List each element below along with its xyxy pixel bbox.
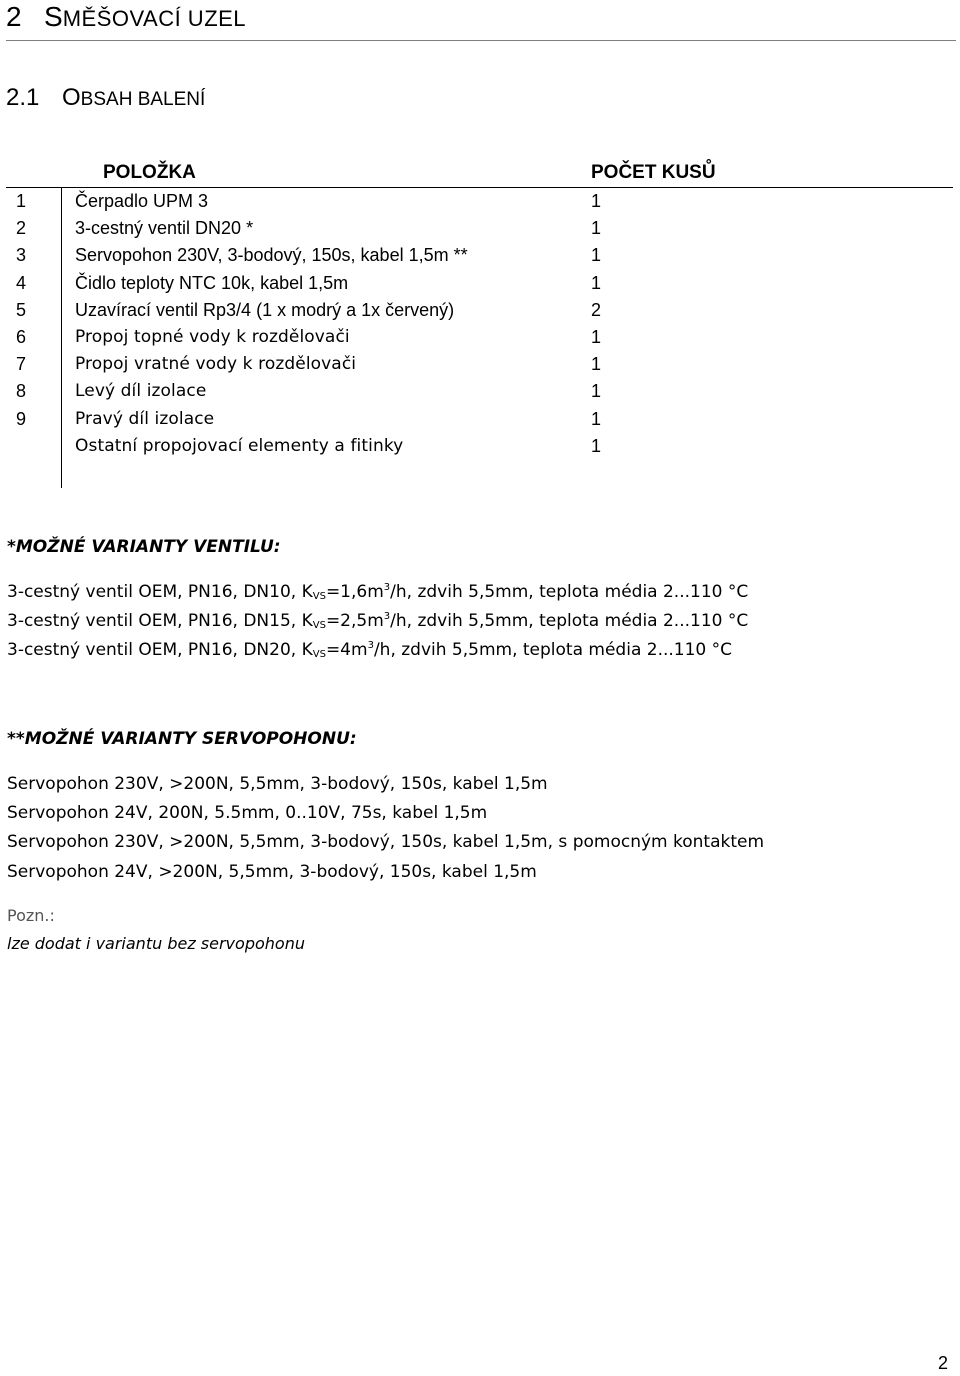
actuator-variant-line: Servopohon 24V, >200N, 5,5mm, 3-bodový, 150s, kabel 1,5m <box>7 862 537 882</box>
row-item: Uzavírací ventil Rp3/4 (1 x modrý a 1x červený) <box>75 299 455 320</box>
section-title-initial: S <box>44 1 63 32</box>
row-number: 8 <box>16 381 27 402</box>
section-title-rest: MĚŠOVACÍ UZEL <box>62 6 247 31</box>
subsection-title-rest: BSAH BALENÍ <box>80 89 206 110</box>
actuator-variant-line: Servopohon 230V, >200N, 5,5mm, 3-bodový, 150s, kabel 1,5m, s pomocným kontaktem <box>7 832 765 852</box>
valve-variants-title: *MOŽNÉ VARIANTY VENTILU: <box>7 537 281 557</box>
row-item: 3-cestný ventil DN20 * <box>75 218 254 239</box>
row-number: 4 <box>16 272 27 293</box>
table-row <box>0 378 960 405</box>
row-item: Čerpadlo UPM 3 <box>75 191 209 211</box>
row-item: Servopohon 230V, 3-bodový, 150s, kabel 1,5m ** <box>75 245 468 266</box>
table-row <box>0 215 960 242</box>
subsection-title-initial: O <box>62 84 81 111</box>
valve-variant-line: 3-cestný ventil OEM, PN16, DN10, $K_{VS}=1,6m^3/h$, zdvih 5,5mm, teplota média 2...110 °C <box>7 582 749 602</box>
section-number: 2 <box>6 1 22 32</box>
row-quantity: 1 <box>591 272 602 293</box>
table-row <box>0 270 960 297</box>
section-heading <box>6 0 956 41</box>
row-number: 7 <box>16 354 27 375</box>
table-row <box>0 297 960 324</box>
row-quantity: 1 <box>591 354 602 375</box>
column-header-item: POLOŽKA <box>103 162 196 183</box>
table-row <box>0 433 960 460</box>
valve-variant-line: 3-cestný ventil OEM, PN16, DN20, $K_{VS}=4m^3/h$, zdvih 5,5mm, teplota média 2...110 °C <box>7 640 733 660</box>
table-row <box>0 188 960 215</box>
actuator-variants-title: **MOŽNÉ VARIANTY SERVOPOHONU: <box>7 729 357 749</box>
row-item: Levý díl izolace <box>75 381 207 402</box>
row-number: 3 <box>16 245 27 266</box>
row-item: Čidlo teploty NTC 10k, kabel 1,5m <box>75 272 349 293</box>
row-quantity: 1 <box>591 245 602 266</box>
package-contents-table <box>0 188 960 460</box>
row-number: 9 <box>16 408 27 429</box>
actuator-variant-line: Servopohon 230V, >200N, 5,5mm, 3-bodový, 150s, kabel 1,5m <box>7 774 548 794</box>
note-label: Pozn.: <box>7 906 55 925</box>
subsection-heading <box>6 84 205 114</box>
row-item: Propoj vratné vody k rozdělovači <box>75 354 357 375</box>
row-quantity: 1 <box>591 435 602 456</box>
row-number: 2 <box>16 218 27 239</box>
column-header-quantity: POČET KUSŮ <box>591 162 716 183</box>
row-item: Propoj topné vody k rozdělovači <box>75 326 350 347</box>
row-quantity: 1 <box>591 381 602 402</box>
row-quantity: 1 <box>591 408 602 429</box>
row-number: 5 <box>16 299 27 320</box>
table-row <box>0 351 960 378</box>
valve-variant-line: 3-cestný ventil OEM, PN16, DN15, $K_{VS}=2,5m^3/h$, zdvih 5,5mm, teplota média 2...110 °C <box>7 611 749 631</box>
table-header <box>0 162 960 186</box>
row-quantity: 2 <box>591 299 602 320</box>
table-row <box>0 324 960 351</box>
table-row <box>0 406 960 433</box>
note-text: lze dodat i variantu bez servopohonu <box>7 934 305 953</box>
row-item: Pravý díl izolace <box>75 408 215 429</box>
row-quantity: 1 <box>591 218 602 239</box>
page-number: 2 <box>938 1353 949 1373</box>
row-item: Ostatní propojovací elementy a fitinky <box>75 435 404 456</box>
subsection-number: 2.1 <box>6 84 40 111</box>
row-number: 6 <box>16 326 27 347</box>
row-number: 1 <box>16 191 27 211</box>
actuator-variant-line: Servopohon 24V, 200N, 5.5mm, 0..10V, 75s, kabel 1,5m <box>7 803 488 823</box>
table-row <box>0 242 960 269</box>
row-quantity: 1 <box>591 191 602 211</box>
row-quantity: 1 <box>591 326 602 347</box>
